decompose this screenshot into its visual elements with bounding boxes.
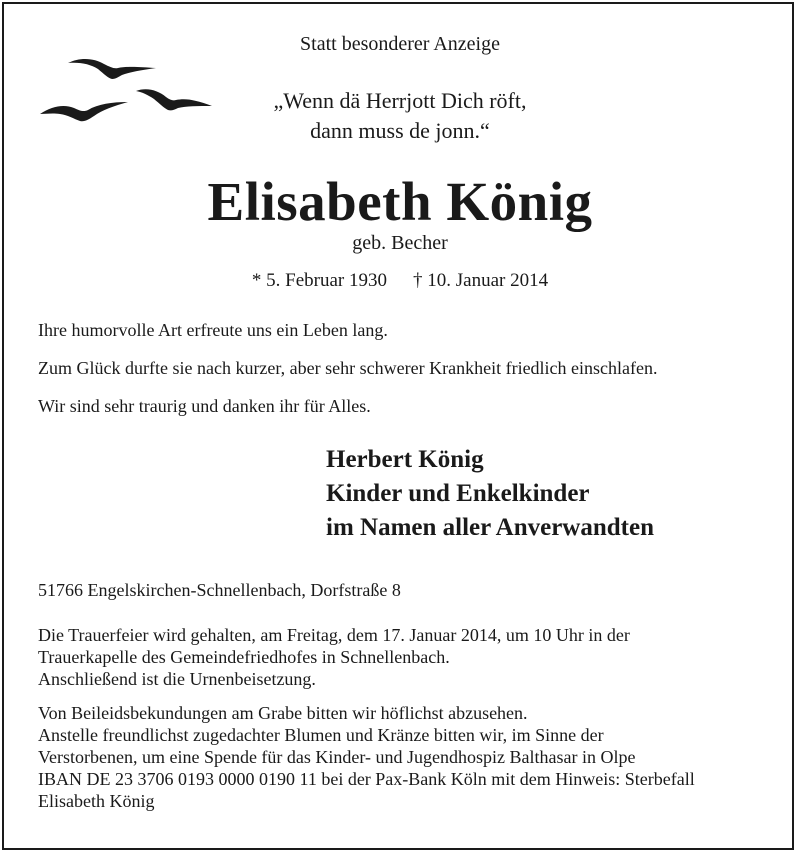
funeral-service-info [38, 624, 763, 690]
birth-date: * 5. Februar 1930 [251, 270, 387, 291]
signatories [326, 443, 654, 545]
quote [0, 86, 800, 146]
donation-line: Verstorbenen, um eine Spende für das Kinder- und Jugendhospiz Balthasar in Olpe [38, 747, 636, 767]
donation-info [38, 702, 763, 812]
signatory-line: Kinder und Enkelkinder [326, 480, 590, 507]
text-paragraph: Zum Glück durfte sie nach kurzer, aber sehr schwerer Krankheit friedlich einschlafen. [38, 358, 658, 378]
service-line: Die Trauerfeier wird gehalten, am Freitag, dem 17. Januar 2014, um 10 Uhr in der [38, 625, 630, 645]
maiden-name: geb. Becher [352, 232, 448, 254]
quote-line-2: dann muss de jonn.“ [310, 118, 490, 143]
service-line: Trauerkapelle des Gemeindefriedhofes in Schnellenbach. [38, 647, 450, 667]
text-paragraph: Wir sind sehr traurig und danken ihr für Alles. [38, 396, 371, 416]
signatory-line: Herbert König [326, 446, 484, 473]
service-line: Anschließend ist die Urnenbeisetzung. [38, 669, 316, 689]
deceased-name: Elisabeth König [207, 171, 593, 232]
signatory-line: im Namen aller Anverwandten [326, 514, 654, 541]
life-dates [0, 270, 800, 292]
death-date: † 10. Januar 2014 [413, 270, 549, 291]
donation-line: Anstelle freundlichst zugedachter Blumen und Kränze bitten wir, im Sinne der [38, 725, 604, 745]
notice-header: Statt besonderer Anzeige [300, 33, 500, 55]
family-address: 51766 Engelskirchen-Schnellenbach, Dorfstraße 8 [38, 580, 401, 600]
donation-line: Elisabeth König [38, 791, 155, 811]
quote-line-1: „Wenn dä Herrjott Dich röft, [273, 88, 527, 113]
donation-line: IBAN DE 23 3706 0193 0000 0190 11 bei der Pax-Bank Köln mit dem Hinweis: Sterbefall [38, 769, 695, 789]
text-paragraph: Ihre humorvolle Art erfreute uns ein Leben lang. [38, 320, 388, 340]
donation-line: Von Beileidsbekundungen am Grabe bitten wir höflichst abzusehen. [38, 703, 528, 723]
